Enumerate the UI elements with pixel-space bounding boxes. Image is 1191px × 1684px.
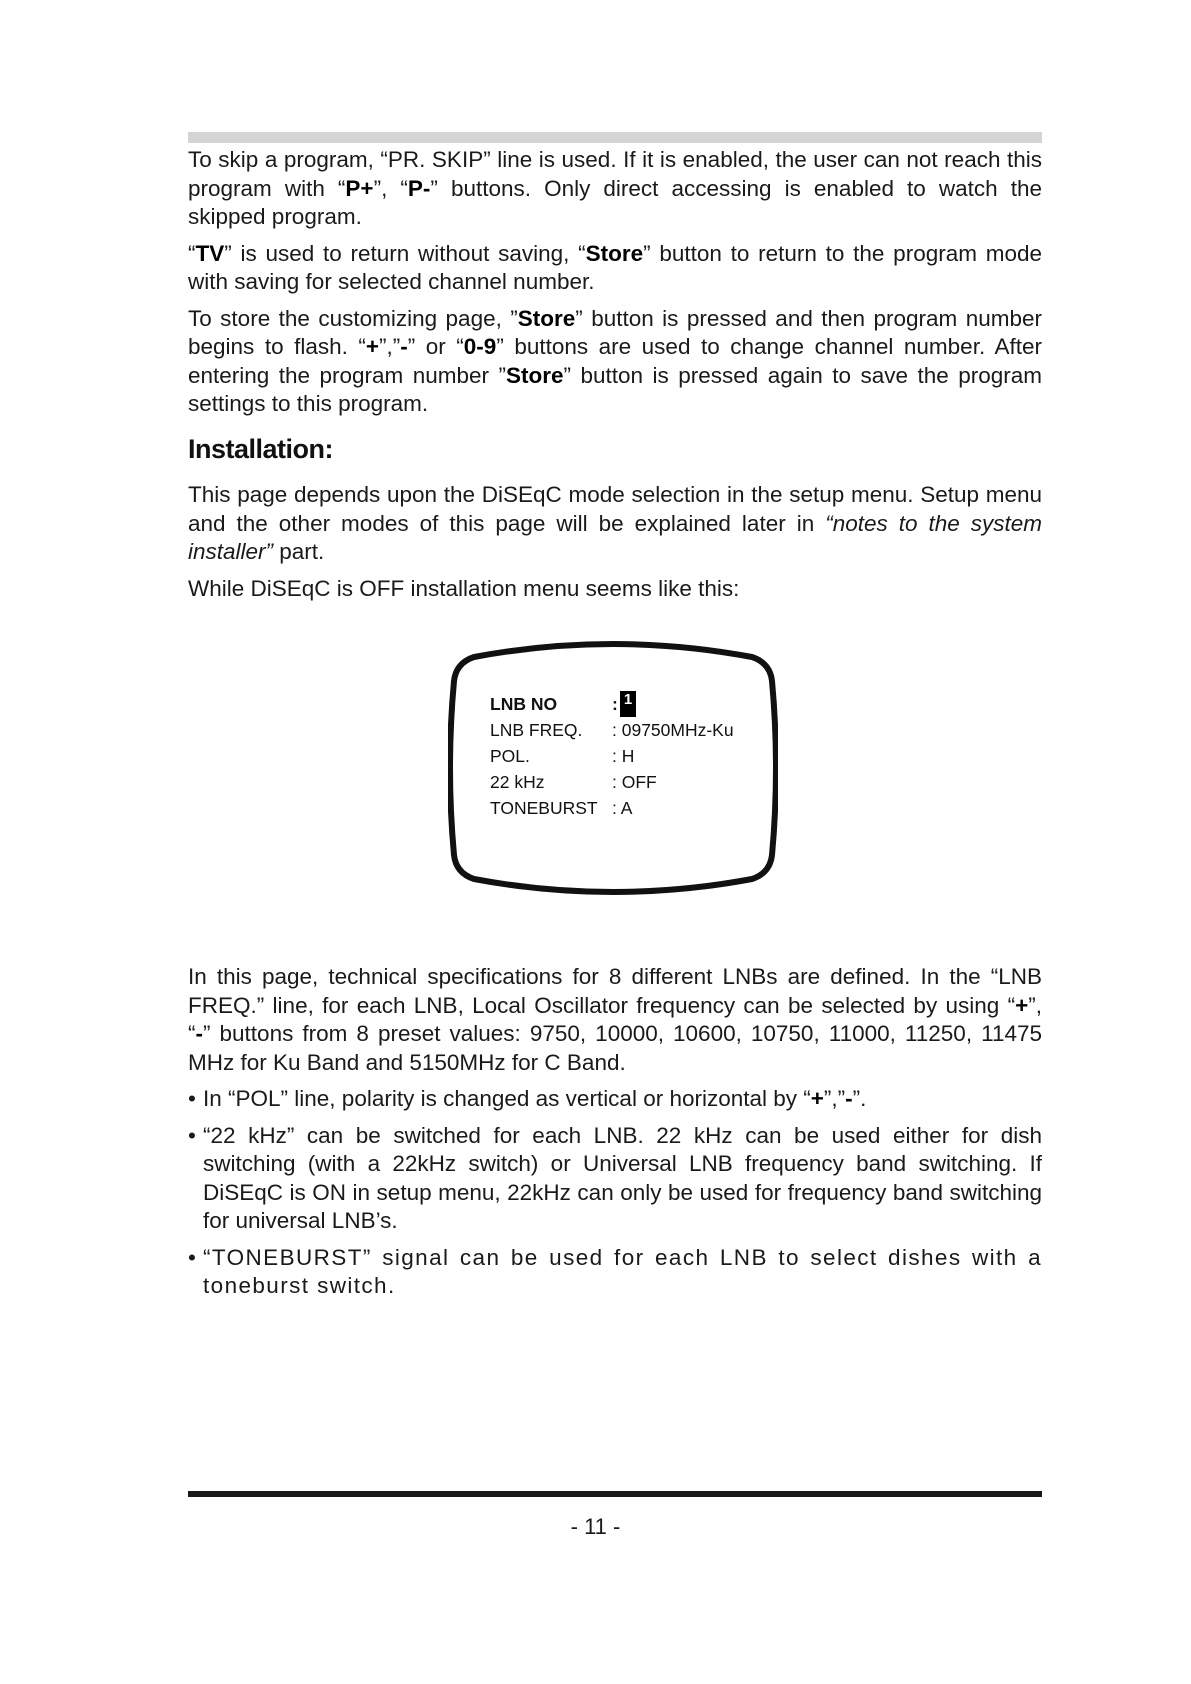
text-run: ” is used to return without saving, “	[224, 240, 586, 266]
menu-row-pol[interactable]	[490, 743, 734, 769]
menu-value: : A	[612, 798, 633, 818]
menu-label: POL.	[490, 746, 530, 766]
text-run: ” button is pressed and then program number begins to flash. “	[188, 305, 1042, 359]
menu-row-22khz[interactable]	[490, 769, 734, 795]
paragraph-tv-store	[188, 240, 1042, 297]
text-run: ” buttons from 8 preset values: 9750, 10000, 10600, 10750, 11000, 11250, 11475 MHz for Ku Band and 5150MHz for C Band.	[188, 1021, 1042, 1075]
text-run: “	[188, 240, 196, 266]
text-run: In “POL” line, polarity is changed as vertical or horizontal by “	[203, 1086, 811, 1111]
text-run: In this page, technical specifications for 8 different LNBs are defined. In the “LNB FREQ.” line, for each LNB, Local Oscillator frequency can be selected by using “	[188, 964, 1042, 1018]
text-run: To store the customizing page, ”	[188, 305, 518, 331]
bullet-mark: •	[188, 1122, 196, 1148]
paragraph-lnb-specs	[188, 963, 1042, 1077]
bold-button-name: P-	[407, 175, 431, 201]
italic-reference: “notes to the system installer”	[188, 510, 1042, 564]
text-run: ” buttons. Only direct accessing is enabled to watch the skipped program.	[188, 175, 1042, 229]
paragraph-program-skip	[188, 146, 1042, 232]
bold-button-name: Store	[506, 362, 564, 388]
text-run: ”,”	[823, 1086, 846, 1111]
bullet-pol	[188, 1085, 1042, 1114]
bold-button-name: -	[400, 334, 408, 359]
paragraph-installation-intro	[188, 481, 1042, 567]
bullet-mark: •	[188, 1086, 196, 1111]
text-run: ”, “	[373, 175, 408, 201]
text-run: ”, “	[188, 992, 1042, 1046]
menu-value: : H	[612, 746, 635, 766]
text-run: ” button to return to the program mode with saving for selected channel number.	[188, 240, 1042, 294]
section-heading-installation: Installation:	[188, 433, 334, 464]
installation-menu	[490, 691, 734, 821]
menu-label: LNB NO	[490, 694, 558, 714]
text-run: ”,”	[379, 334, 401, 359]
bold-button-name: +	[810, 1086, 824, 1111]
text-run: ”.	[852, 1086, 867, 1111]
menu-row-toneburst[interactable]	[490, 795, 734, 821]
menu-label: LNB FREQ.	[490, 720, 583, 740]
bold-button-name: 0-9	[463, 334, 497, 359]
bullet-text	[203, 1085, 1042, 1114]
menu-colon: :	[612, 694, 618, 714]
menu-label: TONEBURST	[490, 798, 598, 818]
bold-button-name: TV	[195, 240, 225, 266]
bold-button-name: -	[845, 1086, 853, 1111]
bold-button-name: P+	[345, 175, 374, 201]
bold-button-name: +	[365, 334, 380, 359]
bold-button-name: Store	[517, 305, 576, 331]
bottom-rule	[188, 1491, 1042, 1497]
bold-button-name: Store	[585, 240, 644, 266]
page-number: - 11 -	[570, 1514, 621, 1539]
menu-label: 22 kHz	[490, 772, 545, 792]
bullet-text: “22 kHz” can be switched for each LNB. 22 kHz can be used either for dish switching (with a 22kHz switch) or Universal LNB frequency band switching. If DiSEqC is ON in setup menu, 22kHz can only be used for frequency band switching for universal LNB’s.	[203, 1122, 1042, 1233]
paragraph-store-customizing	[188, 305, 1042, 419]
top-rule	[188, 132, 1042, 143]
bullet-mark: •	[188, 1244, 196, 1270]
text-run: ” button is pressed again to save the program settings to this program.	[188, 362, 1042, 416]
bold-button-name: +	[1015, 992, 1029, 1018]
text-run: This page depends upon the DiSEqC mode selection in the setup menu. Setup menu and the other modes of this page will be explained later in	[188, 482, 1042, 536]
menu-row-lnb-freq[interactable]	[490, 717, 734, 743]
text-run: ” buttons are used to change channel number. After entering the program number ”	[188, 334, 1042, 388]
menu-value: : 09750MHz-Ku	[612, 720, 734, 740]
text-run: To skip a program, “PR. SKIP” line is used. If it is enabled, the user can not reach this program with “	[188, 147, 1042, 201]
bullet-toneburst	[188, 1244, 1042, 1301]
menu-value: : OFF	[612, 772, 657, 792]
lnb-number-cursor[interactable]: 1	[620, 691, 636, 717]
bold-button-name: -	[195, 1021, 203, 1046]
installation-menu-figure	[188, 633, 1042, 963]
page-content	[188, 146, 1042, 1309]
text-run: ” or “	[407, 334, 464, 359]
text-run: part.	[273, 539, 325, 564]
paragraph-diseqc-off: While DiSEqC is OFF installation menu seems like this:	[188, 575, 740, 601]
bullet-22khz	[188, 1122, 1042, 1236]
bullet-text: “TONEBURST” signal can be used for each LNB to select dishes with a toneburst switch.	[203, 1244, 1042, 1298]
menu-row-lnb-no[interactable]	[490, 691, 734, 717]
